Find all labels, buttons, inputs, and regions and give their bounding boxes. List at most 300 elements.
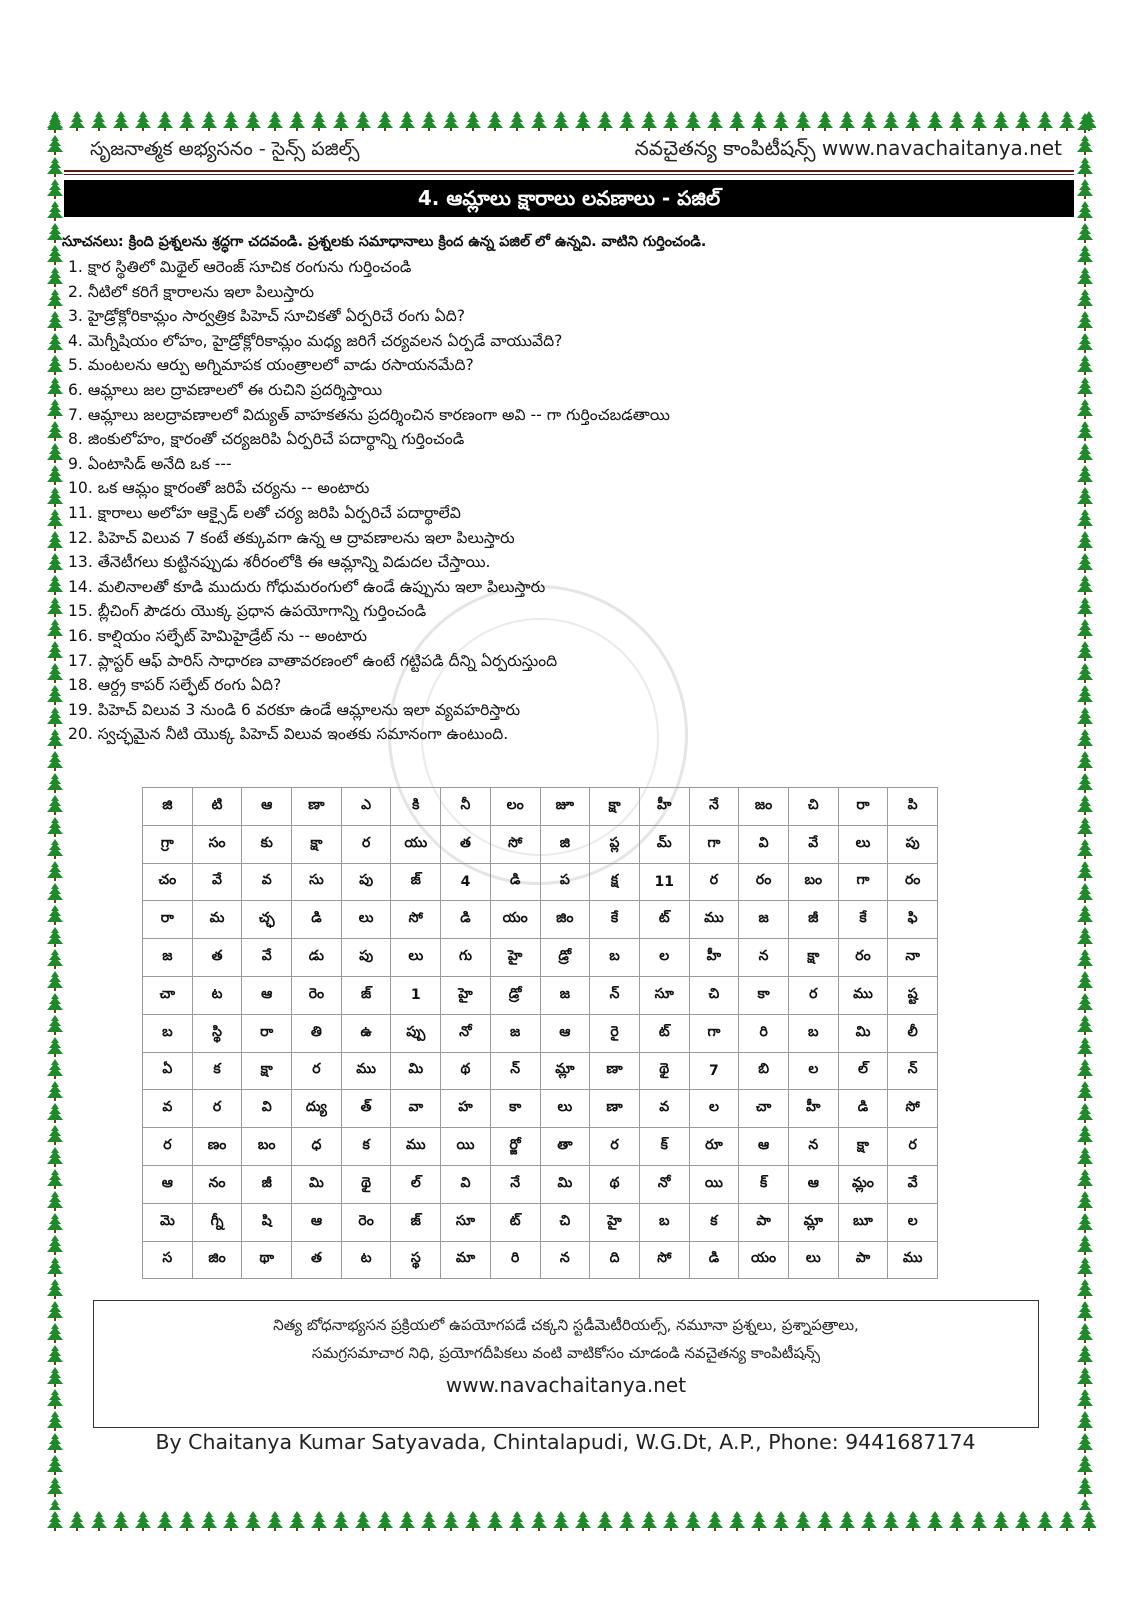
grid-cell: ము [888,1241,938,1279]
grid-cell: క్షా [838,1128,888,1166]
tree-icon [44,1454,66,1476]
grid-cell: పు [888,825,938,863]
tree-icon [814,110,836,132]
tree-icon [616,1510,638,1532]
question-item: 19. పిహెచ్ విలువ 3 నుండి 6 వరకూ ఉండే ఆమ్లాలను ఇలా వ్యవహరిస్తారు [68,700,521,719]
grid-cell: గా [838,863,888,901]
grid-cell: జ [739,901,789,939]
tree-icon [1074,1410,1096,1432]
grid-cell: క్షా [292,825,342,863]
tree-icon [418,1510,440,1532]
grid-cell: లీ [888,1014,938,1052]
grid-cell: యి [689,1165,739,1203]
credit-line: By Chaitanya Kumar Satyavada, Chintalapudi, W.G.Dt, A.P., Phone: 9441687174 [155,1430,976,1454]
tree-icon [396,110,418,132]
tree-icon [220,1510,242,1532]
grid-cell: బం [788,863,838,901]
tree-icon [418,110,440,132]
tree-icon [264,1510,286,1532]
grid-cell: మ్లా [540,1052,590,1090]
tree-icon [1074,772,1096,794]
grid-cell: హ [441,1090,491,1128]
tree-icon [682,1510,704,1532]
footer-box [93,1300,1039,1428]
grid-cell: మి [391,1052,441,1090]
grid-cell: న్ [490,1052,540,1090]
grid-cell: మి [838,1014,888,1052]
tree-icon [44,552,66,574]
grid-cell: వి [739,825,789,863]
tree-icon [1074,200,1096,222]
tree-icon [330,1510,352,1532]
question-item: 14. మలినాలతో కూడి ముదురు గోధుమరంగులో ఉండే ఉప్పును ఇలా పిలుస్తారు [68,577,546,596]
tree-icon [748,110,770,132]
tree-icon [1074,1058,1096,1080]
border-left [44,112,66,1510]
grid-cell: క్ [639,1128,689,1166]
grid-cell: చి [540,1203,590,1241]
tree-icon [1074,1212,1096,1234]
grid-cell: క్ష [590,863,640,901]
tree-icon [44,1278,66,1300]
tree-icon [176,110,198,132]
tree-icon [484,110,506,132]
tree-icon [220,110,242,132]
tree-icon [44,442,66,464]
tree-icon [352,1510,374,1532]
tree-icon [44,1410,66,1432]
grid-cell: సు [292,863,342,901]
tree-icon [836,1510,858,1532]
grid-cell: జ [540,976,590,1014]
tree-icon [44,376,66,398]
tree-icon [616,110,638,132]
grid-cell: సూ [639,976,689,1014]
grid-cell: ర [341,825,391,863]
grid-cell: క్షా [590,788,640,826]
grid-cell: న [739,939,789,977]
grid-cell: థై [639,1052,689,1090]
tree-icon [1074,486,1096,508]
grid-cell: వ [639,1090,689,1128]
tree-icon [44,1168,66,1190]
tree-icon [1074,178,1096,200]
tree-icon [44,1014,66,1036]
grid-cell: పి [888,788,938,826]
grid-cell: ఆ [143,1165,193,1203]
tree-icon [1074,442,1096,464]
grid-cell: మా [441,1241,491,1279]
tree-icon [44,288,66,310]
tree-icon [110,110,132,132]
grid-row [143,1165,938,1203]
tree-icon [44,1190,66,1212]
tree-icon [44,1080,66,1102]
grid-cell: జ్ [391,863,441,901]
question-item: 1. క్షార స్థితిలో మిథైల్ ఆరెంజ్ సూచిక రంగును గుర్తించండి [68,258,412,276]
tree-icon [44,398,66,420]
tree-icon [1012,1510,1034,1532]
tree-icon [1074,1476,1096,1498]
tree-icon [1074,1168,1096,1190]
tree-icon [44,574,66,596]
question-item: 2. నీటిలో కరిగే క్షారాలను ఇలా పిలుస్తారు [68,282,315,301]
question-item: 17. ప్లాస్టర్ ఆఫ్ పారిస్ సాధారణ వాతావరణంలో ఉంటే గట్టిపడి దీన్ని ఏర్పరుస్తుంది [68,651,558,670]
grid-row [143,788,938,826]
grid-cell: సో [639,1241,689,1279]
grid-cell: గ్రా [143,825,193,863]
grid-cell: లు [341,901,391,939]
tree-icon [44,1322,66,1344]
tree-icon [638,110,660,132]
tree-icon [858,1510,880,1532]
grid-cell: ఆ [292,1203,342,1241]
question-list [68,255,1074,747]
tree-icon [528,110,550,132]
tree-icon [44,1036,66,1058]
tree-icon [44,948,66,970]
tree-icon [924,110,946,132]
grid-cell: ము [391,1128,441,1166]
tree-icon [330,110,352,132]
question-item: 16. కాల్షియం సల్ఫేట్ హెమిహైడ్రేట్ ను -- అంటారు [68,626,367,645]
grid-cell: రం [838,939,888,977]
grid-cell: ర [192,1090,242,1128]
tree-icon [66,110,88,132]
grid-cell: కి [391,788,441,826]
tree-icon [44,882,66,904]
tree-icon [1074,420,1096,442]
tree-icon [1074,1256,1096,1278]
tree-icon [44,772,66,794]
tree-icon [242,110,264,132]
tree-icon [44,464,66,486]
tree-icon [748,1510,770,1532]
grid-cell: కా [739,976,789,1014]
tree-icon [440,1510,462,1532]
tree-icon [44,816,66,838]
tree-icon [1074,134,1096,156]
tree-icon [44,750,66,772]
tree-icon [1074,552,1096,574]
grid-cell: జ్ [341,976,391,1014]
grid-cell: రెం [292,976,342,1014]
tree-icon [968,1510,990,1532]
tree-icon [1074,112,1096,134]
grid-cell: క్ [739,1165,789,1203]
grid-cell: రి [739,1014,789,1052]
grid-cell: సో [490,825,540,863]
grid-cell: జి [540,825,590,863]
grid-cell: మి [540,1165,590,1203]
tree-icon [1074,244,1096,266]
grid-cell: త [292,1241,342,1279]
question-item: 6. ఆమ్లాలు జల ద్రావణాలలో ఈ రుచిని ప్రదర్శిస్తాయి [68,380,383,399]
tree-icon [44,486,66,508]
tree-icon [1074,376,1096,398]
grid-cell: బ [143,1014,193,1052]
tree-icon [1074,794,1096,816]
grid-cell: గా [689,825,739,863]
grid-cell: జీ [242,1165,292,1203]
tree-icon [814,1510,836,1532]
tree-icon [1074,1498,1096,1510]
grid-cell: బ [639,1203,689,1241]
tree-icon [44,1344,66,1366]
grid-cell: ట్ [639,1014,689,1052]
tree-icon [1074,1146,1096,1168]
tree-icon [44,1256,66,1278]
tree-icon [132,1510,154,1532]
tree-icon [44,200,66,222]
grid-cell: జూ [540,788,590,826]
grid-cell: 11 [639,863,689,901]
grid-row [143,939,938,977]
grid-cell: క [689,1203,739,1241]
grid-cell: సం [192,825,242,863]
grid-cell: జం [739,788,789,826]
tree-icon [88,110,110,132]
tree-icon [1074,1366,1096,1388]
grid-cell: రై [590,1014,640,1052]
grid-cell: పా [838,1241,888,1279]
tree-icon [242,1510,264,1532]
tree-icon [44,860,66,882]
tree-icon [44,1102,66,1124]
tree-icon [726,110,748,132]
grid-cell: పు [341,863,391,901]
tree-icon [1074,1124,1096,1146]
tree-icon [44,1124,66,1146]
tree-icon [990,1510,1012,1532]
grid-cell: ర [143,1128,193,1166]
grid-cell: గ్నీ [192,1203,242,1241]
tree-icon [1074,156,1096,178]
grid-row [143,863,938,901]
grid-cell: త [192,939,242,977]
grid-cell: యు [391,825,441,863]
grid-cell: క [192,1052,242,1090]
page-title: 4. ఆమ్లాలు క్షారాలు లవణాలు - పజిల్ [64,180,1074,217]
tree-icon [572,1510,594,1532]
tree-icon [1074,860,1096,882]
grid-cell: ర [590,1128,640,1166]
tree-icon [1074,288,1096,310]
tree-icon [1074,970,1096,992]
tree-icon [154,1510,176,1532]
tree-icon [1074,596,1096,618]
tree-icon [1074,684,1096,706]
grid-cell: చ్ఛ [242,901,292,939]
grid-cell: ల్ [391,1165,441,1203]
grid-cell: లు [391,939,441,977]
grid-cell: క్షా [242,1052,292,1090]
tree-icon [1074,1190,1096,1212]
tree-icon [506,1510,528,1532]
tree-icon [44,1498,66,1510]
footer-url[interactable]: www.navachaitanya.net [445,1373,687,1397]
tree-icon [1074,574,1096,596]
tree-icon [462,1510,484,1532]
tree-icon [44,838,66,860]
grid-cell: ణం [192,1128,242,1166]
grid-row [143,1090,938,1128]
grid-cell: ర్జో [490,1128,540,1166]
grid-cell: రెం [341,1203,391,1241]
grid-row [143,1203,938,1241]
tree-icon [836,110,858,132]
tree-icon [44,332,66,354]
grid-cell: రి [490,1241,540,1279]
grid-cell: స [143,1241,193,1279]
tree-icon [176,1510,198,1532]
grid-cell: రా [242,1014,292,1052]
grid-cell: ఆ [242,976,292,1014]
tree-icon [1074,1102,1096,1124]
tree-icon [308,110,330,132]
tree-icon [44,662,66,684]
tree-icon [660,110,682,132]
grid-cell: వే [192,863,242,901]
grid-cell: ఎ [341,788,391,826]
tree-icon [198,110,220,132]
tree-icon [44,596,66,618]
tree-icon [1074,662,1096,684]
tree-icon [1074,398,1096,420]
grid-cell: మ [192,901,242,939]
question-item: 15. బ్లీచింగ్ పౌడరు యొక్క ప్రధాన ఉపయోగాన్ని గుర్తించండి [68,602,427,621]
grid-cell: నో [441,1014,491,1052]
tree-icon [286,1510,308,1532]
tree-icon [792,110,814,132]
grid-cell: గా [689,1014,739,1052]
tree-icon [770,1510,792,1532]
tree-icon [1034,1510,1056,1532]
tree-icon [1074,640,1096,662]
grid-cell: ణా [292,788,342,826]
border-right [1074,112,1096,1510]
grid-cell: గు [441,939,491,977]
grid-cell: ల [689,1090,739,1128]
grid-cell: మ్ [639,825,689,863]
grid-cell: న [540,1241,590,1279]
page-content [64,132,1074,747]
grid-cell: పు [341,939,391,977]
grid-cell: ము [838,976,888,1014]
tree-icon [44,1058,66,1080]
tree-icon [902,110,924,132]
question-item: 7. ఆమ్లాలు జలద్రావణాలలో విద్యుత్ వాహకతను ప్రదర్శించిన కారణంగా అవి -- గా గుర్తించబడతాయి [68,405,670,424]
tree-icon [704,110,726,132]
grid-cell: లు [838,825,888,863]
instructions: సూచనలు: క్రింది ప్రశ్నలను శ్రద్ధగా చదవండి. ప్రశ్నలకు సమాధానాలు క్రింద ఉన్న పజిల్ లో ఉన్నవి. వాటిని గుర్తించండి. [62,234,707,250]
grid-cell: స్థి [192,1014,242,1052]
grid-cell: షి [242,1203,292,1241]
grid-cell: జ [143,939,193,977]
tree-icon [44,266,66,288]
grid-cell: సూ [441,1203,491,1241]
grid-cell: బం [242,1128,292,1166]
tree-icon [1074,728,1096,750]
grid-cell: మె [143,1203,193,1241]
grid-cell: ర [888,1128,938,1166]
grid-cell: థా [242,1241,292,1279]
grid-cell: ల [639,939,689,977]
tree-icon [1074,1014,1096,1036]
grid-cell: ద్యు [292,1090,342,1128]
grid-cell: రా [143,901,193,939]
grid-cell: వి [242,1090,292,1128]
grid-cell: బ [590,939,640,977]
tree-icon [44,1300,66,1322]
grid-cell: చి [689,976,739,1014]
grid-cell: జ [490,1014,540,1052]
grid-cell: చా [143,976,193,1014]
tree-icon [44,1212,66,1234]
grid-cell: జ్ [391,1203,441,1241]
grid-cell: వ [242,863,292,901]
tree-icon [44,1146,66,1168]
grid-cell: రం [888,863,938,901]
tree-icon [484,1510,506,1532]
tree-icon [44,354,66,376]
tree-icon [946,1510,968,1532]
grid-cell: ఆ [739,1128,789,1166]
grid-cell: ప్పు [391,1014,441,1052]
tree-icon [902,1510,924,1532]
question-item: 9. ఏంటాసిడ్ అనేది ఒక --- [68,454,232,473]
grid-cell: ట [341,1241,391,1279]
grid-cell: తా [540,1128,590,1166]
grid-cell: హై [590,1203,640,1241]
grid-row [143,1128,938,1166]
tree-icon [1074,926,1096,948]
tree-icon [44,156,66,178]
tree-icon [1074,1300,1096,1322]
grid-cell: చం [143,863,193,901]
tree-icon [770,110,792,132]
tree-icon [1074,1278,1096,1300]
grid-cell: నే [689,788,739,826]
grid-cell: ము [689,901,739,939]
tree-icon [44,1234,66,1256]
grid-cell: ఆ [788,1165,838,1203]
grid-cell: డి [838,1090,888,1128]
grid-cell: నం [192,1165,242,1203]
grid-cell: హీ [788,1090,838,1128]
tree-icon [308,1510,330,1532]
grid-cell: చా [739,1090,789,1128]
tree-icon [1074,1322,1096,1344]
question-item: 13. తేనెటీగలు కుట్టినప్పుడు శరీరంలోకి ఈ ఆమ్లాన్ని విడుదల చేస్తాయి. [68,553,491,572]
grid-cell: వ [143,1090,193,1128]
grid-cell: ల [888,1203,938,1241]
tree-icon [726,1510,748,1532]
tree-icon [440,110,462,132]
grid-cell: యం [739,1241,789,1279]
grid-cell: లు [788,1241,838,1279]
grid-cell: వే [788,825,838,863]
tree-icon [44,420,66,442]
tree-icon [1074,1388,1096,1410]
tree-icon [44,904,66,926]
tree-icon [44,794,66,816]
tree-icon [66,1510,88,1532]
grid-cell: లు [540,1090,590,1128]
grid-cell: మ్లం [838,1165,888,1203]
question-item: 20. స్వచ్ఛమైన నీటి యొక్క పిహెచ్ విలువ ఇంతకు సమానంగా ఉంటుంది. [68,725,509,744]
grid-cell: డి [292,901,342,939]
